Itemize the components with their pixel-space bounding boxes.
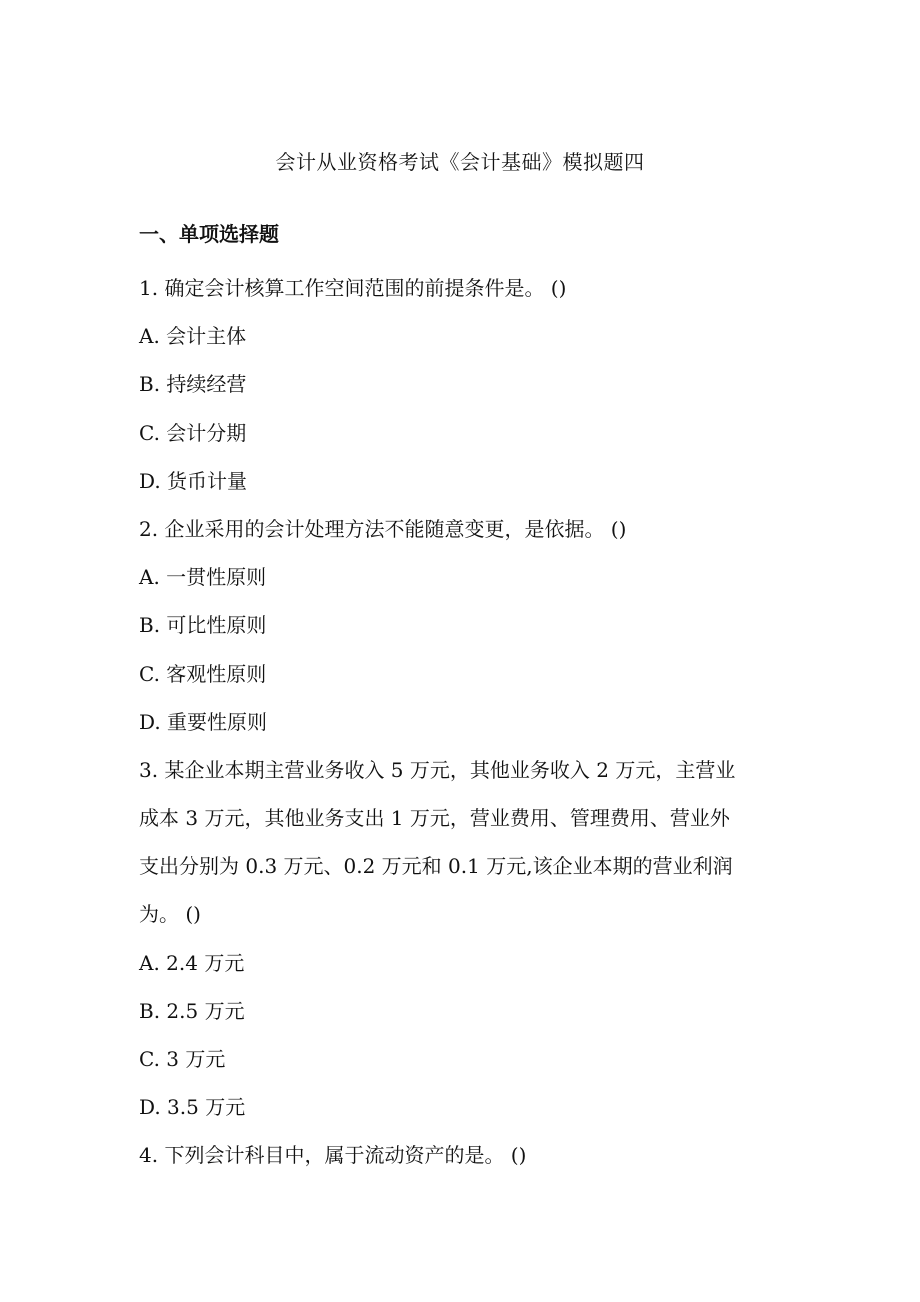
option-b: B. 可比性原则 bbox=[139, 613, 267, 638]
question-text: 确定会计核算工作空间范围的前提条件是。 () bbox=[164, 276, 567, 300]
option-a: A. 一贯性原则 bbox=[139, 565, 267, 590]
option-b: B. 2.5 万元 bbox=[139, 998, 245, 1023]
question-4 bbox=[139, 1131, 789, 1179]
question-number: 4. bbox=[139, 1143, 165, 1168]
question-stem-line-4: 为。 () bbox=[139, 902, 201, 927]
question-text: 企业采用的会计处理方法不能随意变更，是依据。 () bbox=[164, 516, 627, 541]
question-text: 某企业本期主营业务收入 5 万元，其他业务收入 2 万元，主营业 bbox=[164, 757, 736, 782]
option-a: A. 2.4 万元 bbox=[139, 950, 245, 975]
question-text: 下列会计科目中，属于流动资产的是。 () bbox=[164, 1143, 527, 1168]
question-stem bbox=[139, 505, 789, 553]
option-d: D. 重要性原则 bbox=[139, 709, 268, 734]
question-stem-line-3: 支出分别为 0.3 万元、0.2 万元和 0.1 万元,该企业本期的营业利润 bbox=[139, 854, 733, 879]
option-d: D. 3.5 万元 bbox=[139, 1095, 246, 1120]
document-title: 会计从业资格考试《会计基础》模拟题四 bbox=[275, 150, 645, 174]
question-3 bbox=[139, 746, 789, 1132]
question-stem-line-1 bbox=[139, 746, 789, 794]
option-c: C. 客观性原则 bbox=[139, 661, 267, 686]
question-stem-line-2: 成本 3 万元，其他业务支出 1 万元，营业费用、管理费用、营业外 bbox=[139, 806, 730, 831]
section-heading: 一、单项选择题 bbox=[139, 222, 279, 246]
option-b: B. 持续经营 bbox=[139, 372, 247, 397]
option-d: D. 货币计量 bbox=[139, 468, 248, 493]
question-1 bbox=[139, 264, 789, 505]
question-stem bbox=[139, 1131, 789, 1179]
question-number: 1. bbox=[139, 276, 165, 300]
option-c: C. 会计分期 bbox=[139, 420, 247, 445]
question-stem bbox=[139, 264, 789, 312]
question-number: 3. bbox=[139, 757, 165, 782]
question-number: 2. bbox=[139, 516, 165, 541]
question-list bbox=[139, 264, 789, 1180]
option-a: A. 会计主体 bbox=[139, 324, 247, 349]
option-c: C. 3 万元 bbox=[139, 1047, 226, 1071]
question-2 bbox=[139, 505, 789, 746]
